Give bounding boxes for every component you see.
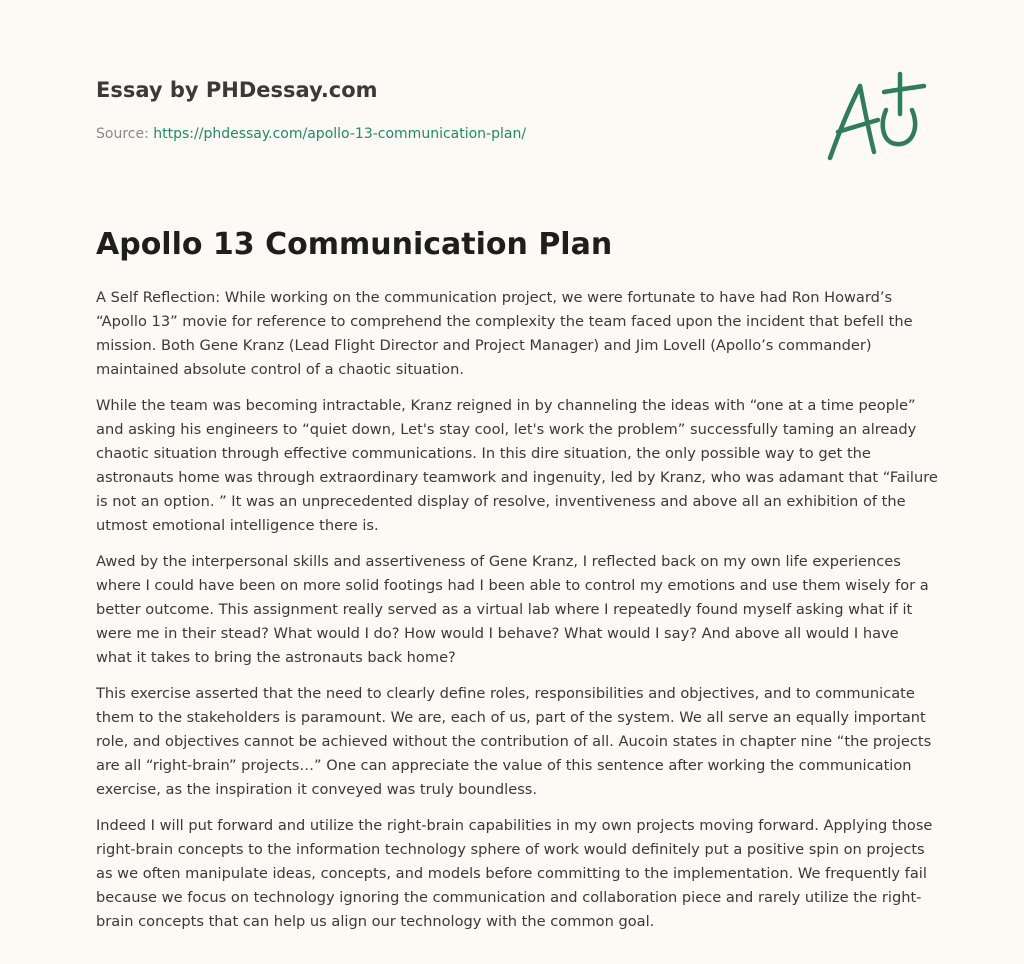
essay-body [96,286,938,946]
source-link[interactable]: https://phdessay.com/apollo-13-communication-plan/ [153,126,527,142]
paragraph: This exercise asserted that the need to clearly define roles, responsibilities and objectives, and to communicate them to the stakeholders is paramount. We are, each of us, part of the system. We all serve an equally important role, and objectives cannot be achieved without the contribution of all. Aucoin states in chapter nine “the projects are all “right-brain” projects…” One can appreciate the value of this sentence after working the communication exercise, as the inspiration it conveyed was truly boundless. [96,685,932,798]
essay-title: Apollo 13 Communication Plan [96,227,613,262]
paragraph: Awed by the interpersonal skills and assertiveness of Gene Kranz, I reflected back on my own life experiences where I could have been on more solid footings had I been able to control my emotions and use them wisely for a better outcome. This assignment really served as a virtual lab where I repeatedly found myself asking what if it were me in their stead? What would I do? How would I behave? What would I say? And above all would I have what it takes to bring the astronauts back home? [96,553,929,666]
source-label: Source: [96,126,149,142]
a-plus-grade-icon [820,66,930,166]
source-line [96,124,796,144]
page-header [96,76,796,144]
paragraph: While the team was becoming intractable, Kranz reigned in by channeling the ideas with “one at a time people” and asking his engineers to “quiet down, Let's stay cool, let's work the problem” successfully taming an already chaotic situation through effective communications. In this dire situation, the only possible way to get the astronauts home was through extraordinary teamwork and ingenuity, led by Kranz, who was adamant that “Failure is not an option. ” It was an unprecedented display of resolve, inventiveness and above all an exhibition of the utmost emotional intelligence there is. [96,397,938,534]
paragraph: Indeed I will put forward and utilize the right-brain capabilities in my own projects moving forward. Applying those right-brain concepts to the information technology sphere of work would definitely put a positive spin on projects as we often manipulate ideas, concepts, and models before committing to the implementation. We frequently fail because we focus on technology ignoring the communication and collaboration piece and rarely utilize the right-brain concepts that can help us align our technology with the common goal. [96,817,933,930]
brand-title: Essay by PHDessay.com [96,78,378,102]
paragraph: A Self Reflection: While working on the communication project, we were fortunate to have had Ron Howard’s “Apollo 13” movie for reference to comprehend the complexity the team faced upon the incident that befell the mission. Both Gene Kranz (Lead Flight Director and Project Manager) and Jim Lovell (Apollo’s commander) maintained absolute control of a chaotic situation. [96,289,913,378]
